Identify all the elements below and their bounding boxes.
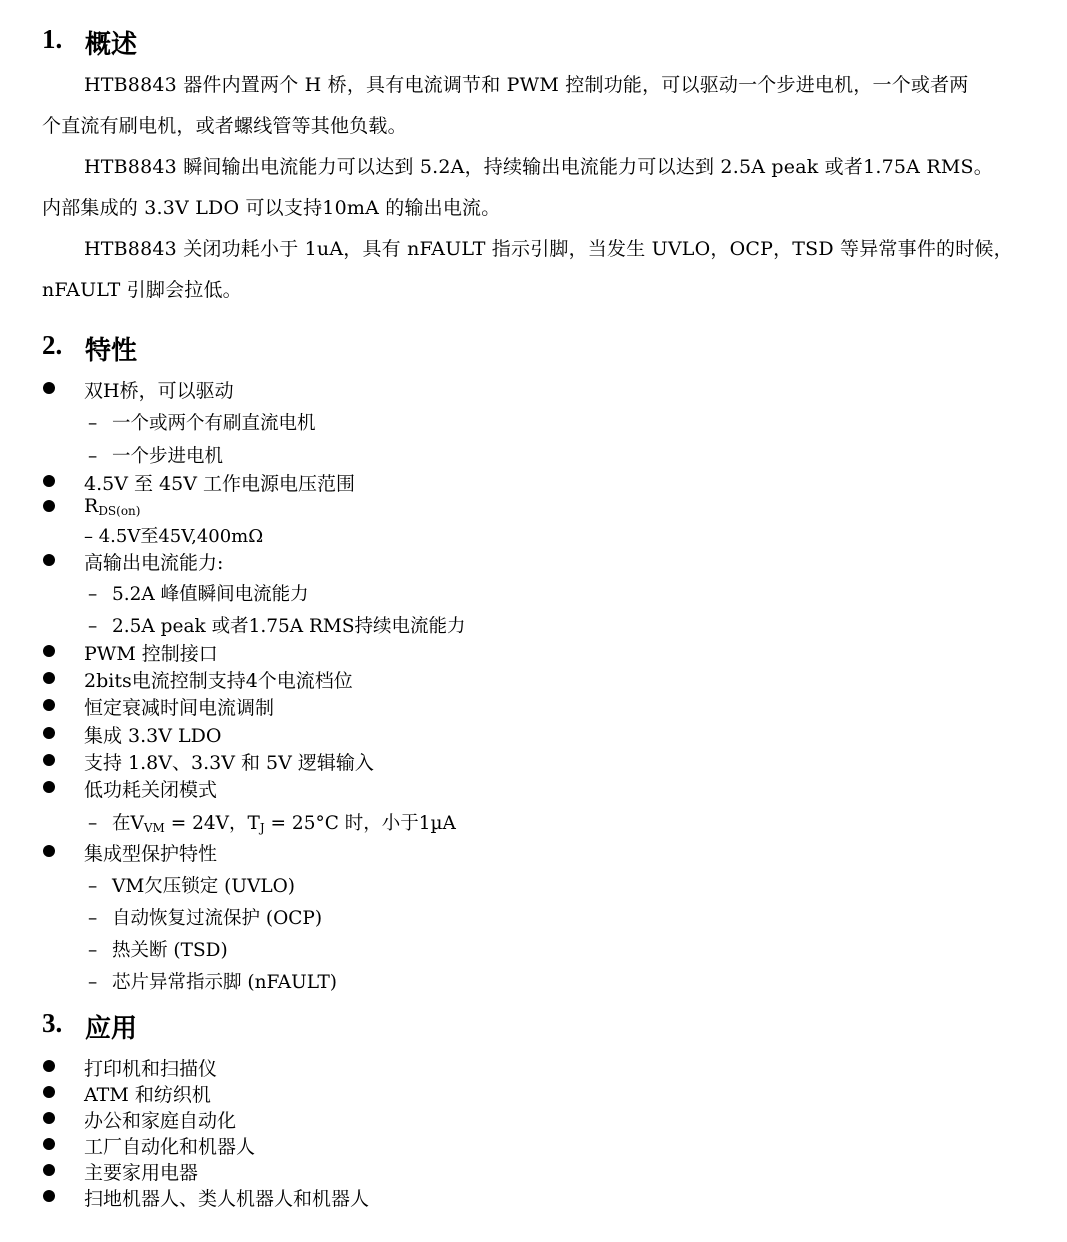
feature-bits: 2bits电流控制支持4个电流档位 <box>84 670 353 692</box>
bullet-icon <box>43 500 55 512</box>
feature-current: 高输出电流能力: <box>84 552 224 574</box>
rds-main: R <box>84 495 99 517</box>
dash-marker: – <box>88 584 98 605</box>
bullet-icon <box>43 1164 55 1176</box>
application-item: 打印机和扫描仪 <box>84 1058 218 1080</box>
bullet-icon <box>43 699 55 711</box>
bullet-icon <box>43 845 55 857</box>
dash-marker: – <box>88 908 98 929</box>
section-3-title: 应用 <box>85 1014 138 1044</box>
feature-lowpower-sub <box>88 809 456 835</box>
bullet-icon <box>43 645 55 657</box>
bullet-icon <box>43 554 55 566</box>
dash-marker: – <box>88 446 98 467</box>
dash-marker: – <box>88 616 98 637</box>
overview-p2-line2: 内部集成的 3.3V LDO 可以支持10mA 的输出电流。 <box>42 197 501 219</box>
feature-dual-h-sub2-text: 一个步进电机 <box>112 446 224 467</box>
section-3-number: 3. <box>42 1008 63 1038</box>
lp-sub-c: = 25°C 时，小于1µA <box>264 813 456 834</box>
lp-sub-j: J <box>259 821 265 835</box>
feature-protect-sub3-text: 热关断 (TSD) <box>112 940 228 961</box>
feature-protect-sub4 <box>88 968 337 994</box>
section-2-number: 2. <box>42 330 63 360</box>
feature-ldo: 集成 3.3V LDO <box>84 725 222 747</box>
application-item: 工厂自动化和机器人 <box>84 1136 256 1158</box>
application-item: 办公和家庭自动化 <box>84 1110 237 1132</box>
bullet-icon <box>43 672 55 684</box>
feature-logic: 支持 1.8V、3.3V 和 5V 逻辑输入 <box>84 752 374 774</box>
overview-p1-line2: 个直流有刷电机，或者螺线管等其他负载。 <box>42 115 407 137</box>
rds-subscript: DS(on) <box>98 504 141 518</box>
section-1-number: 1. <box>42 24 63 54</box>
feature-current-sub2 <box>88 612 466 638</box>
feature-protect-sub2 <box>88 904 322 930</box>
bullet-icon <box>43 1138 55 1150</box>
bullet-icon <box>43 727 55 739</box>
application-item: ATM 和纺织机 <box>84 1084 211 1106</box>
lp-sub-vm: VM <box>143 821 165 835</box>
overview-p1-line1: HTB8843 器件内置两个 H 桥，具有电流调节和 PWM 控制功能，可以驱动一个步进电机，一个或者两 <box>84 74 969 96</box>
feature-dual-h-sub2 <box>88 442 223 468</box>
feature-decay: 恒定衰减时间电流调制 <box>84 697 275 719</box>
bullet-icon <box>43 781 55 793</box>
feature-dual-h-sub1-text: 一个或两个有刷直流电机 <box>112 413 316 434</box>
dash-marker: – <box>88 876 98 897</box>
feature-protect-sub1-text: VM欠压锁定 (UVLO) <box>112 876 296 897</box>
feature-protect-sub2-text: 自动恢复过流保护 (OCP) <box>112 908 323 929</box>
feature-voltage: 4.5V 至 45V 工作电源电压范围 <box>84 473 355 495</box>
feature-lowpower: 低功耗关闭模式 <box>84 779 218 801</box>
bullet-icon <box>43 1112 55 1124</box>
application-item: 主要家用电器 <box>84 1162 199 1184</box>
feature-protect-sub3 <box>88 936 228 962</box>
dash-marker: – <box>88 413 98 434</box>
overview-p3-line1: HTB8843 关闭功耗小于 1uA，具有 nFAULT 指示引脚，当发生 UVLO，OCP，TSD 等异常事件的时候， <box>84 238 1013 260</box>
dash-marker: – <box>88 972 98 993</box>
feature-rds-value: – 4.5V至45V,400mΩ <box>84 526 264 547</box>
bullet-icon <box>43 1190 55 1202</box>
feature-current-sub1 <box>88 580 309 606</box>
bullet-icon <box>43 382 55 394</box>
section-2-title: 特性 <box>85 336 138 366</box>
application-item: 扫地机器人、类人机器人和机器人 <box>84 1188 370 1210</box>
feature-current-sub2-text: 2.5A peak 或者1.75A RMS持续电流能力 <box>112 616 466 637</box>
feature-dual-h: 双H桥，可以驱动 <box>84 380 234 402</box>
feature-pwm: PWM 控制接口 <box>84 643 218 665</box>
dash-marker: – <box>88 940 98 961</box>
bullet-icon <box>43 1060 55 1072</box>
feature-protect-sub1 <box>88 872 295 898</box>
bullet-icon <box>43 754 55 766</box>
feature-current-sub1-text: 5.2A 峰值瞬间电流能力 <box>112 584 309 605</box>
lp-sub-b: = 24V，T <box>164 813 260 834</box>
feature-rds <box>84 495 140 518</box>
bullet-icon <box>43 475 55 487</box>
dash-marker: – <box>88 813 98 834</box>
overview-p3-line2: nFAULT 引脚会拉低。 <box>42 279 242 301</box>
overview-p2-line1: HTB8843 瞬间输出电流能力可以达到 5.2A，持续输出电流能力可以达到 2.5A peak 或者1.75A RMS。 <box>84 156 993 178</box>
feature-protect: 集成型保护特性 <box>84 843 218 865</box>
feature-dual-h-sub1 <box>88 409 316 435</box>
bullet-icon <box>43 1086 55 1098</box>
feature-protect-sub4-text: 芯片异常指示脚 (nFAULT) <box>112 972 338 993</box>
section-1-title: 概述 <box>85 30 138 60</box>
lp-sub-a: 在V <box>112 813 144 834</box>
